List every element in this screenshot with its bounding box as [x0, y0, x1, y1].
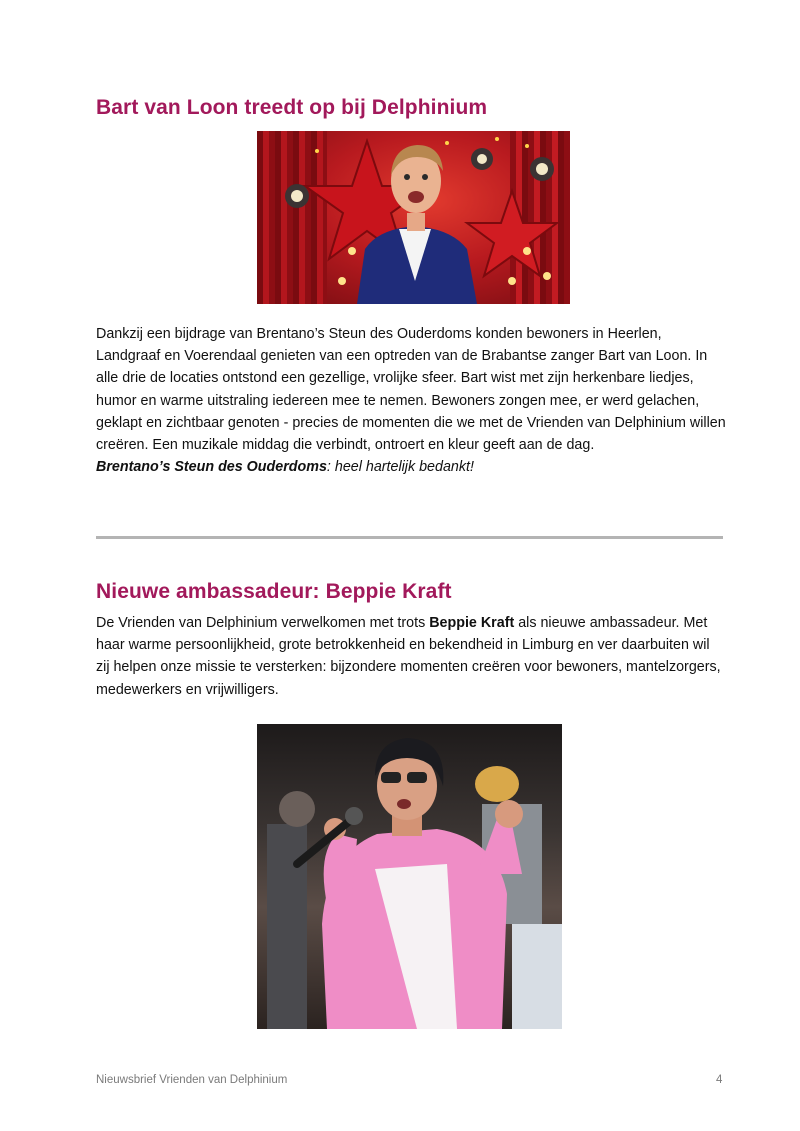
thanks-line [96, 459, 474, 475]
footer-page-number: 4 [716, 1074, 723, 1086]
article-body-start: De Vrienden van Delphinium verwelkomen met trots [96, 615, 430, 631]
article-body-bart-van-loon [96, 323, 726, 478]
stage-illustration [257, 131, 570, 304]
section-divider [96, 536, 723, 539]
article-body-beppie-kraft [96, 612, 726, 701]
ambassador-name: Beppie Kraft [429, 615, 515, 631]
article-body-end: als nieuwe ambassadeur. Met haar warme persoonlijkheid, grote betrokkenheid en bekendheid in Limburg en ver daarbuiten wil zij helpen onze missie te versterken: bijzondere momenten creëren voor bewoners, mantelzorgers, medewerkers en vrijwilligers. [96, 615, 721, 698]
article-body-text: Dankzij een bijdrage van Brentano’s Steun des Ouderdoms konden bewoners in Heerlen, Landgraaf en Voerendaal genieten van een optreden van de Brabantse zanger Bart van Loon. In alle drie de locaties ontstond een gezellige, vrolijke sfeer. Bart wist met zijn herkenbare liedjes, humor en warme uitstraling iedereen mee te nemen. Bewoners zongen mee, er werd gelachen, geklapt en zichtbaar genoten - precies de momenten die we met de Vrienden van Delphinium willen creëren. Een muzikale middag die verbindt, ontroert en kleur geeft aan de dag. [96, 326, 726, 454]
singer-illustration [257, 724, 562, 1029]
thanks-sponsor-name: Brentano’s Steun des Ouderdoms [96, 459, 327, 476]
footer-newsletter-name: Nieuwsbrief Vrienden van Delphinium [96, 1074, 288, 1086]
thanks-text: : heel hartelijk bedankt! [326, 459, 474, 476]
article-title-beppie-kraft: Nieuwe ambassadeur: Beppie Kraft [96, 580, 452, 603]
article-title-bart-van-loon: Bart van Loon treedt op bij Delphinium [96, 96, 488, 119]
beppie-kraft-singing-photo [257, 724, 562, 1029]
bart-van-loon-stage-photo [257, 131, 570, 304]
